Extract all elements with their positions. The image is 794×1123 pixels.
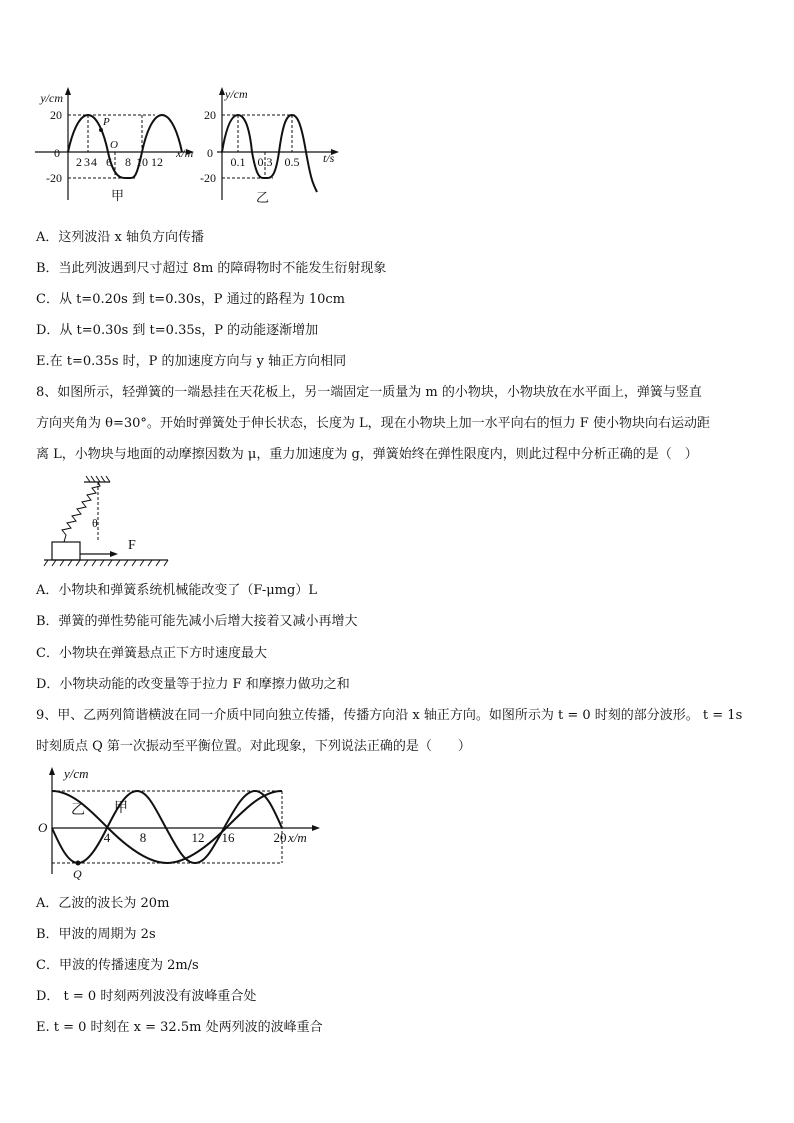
x-tick-label: 0.3 [257, 155, 273, 169]
q9-option-d: D． t = 0 时刻两列波没有波峰重合处 [36, 989, 257, 1004]
figure-caption-yi: 乙 [256, 190, 270, 205]
figure-jia-wave-graph [30, 82, 205, 210]
q9-option-c: C．甲波的传播速度为 2m/s [36, 958, 199, 973]
angle-theta: θ [92, 516, 98, 530]
ground-hatch [44, 560, 168, 566]
q8-option-a: A．小物块和弹簧系统机械能改变了（F-μmg）L [36, 583, 317, 598]
x-tick-label: 2 [76, 155, 82, 169]
x-tick-label: 10 [136, 155, 148, 169]
label-p: P [103, 116, 110, 128]
spring [62, 482, 100, 542]
q7-option-d: D．从 t=0.30s 到 t=0.35s，P 的动能逐渐增加 [36, 323, 319, 338]
q7-option-b: B．当此列波遇到尺寸超过 8m 的障碍物时不能发生衍射现象 [36, 261, 387, 276]
q8-option-c: C．小物块在弹簧悬点正下方时速度最大 [36, 646, 267, 661]
figure-yi-vibration-graph [195, 82, 355, 210]
x-tick-label: 12 [151, 155, 163, 169]
y-axis-label: y/cm [40, 91, 63, 105]
x-tick-label: 16 [221, 830, 235, 845]
wave-jia-curve [52, 791, 282, 863]
origin-label: 0 [54, 146, 60, 160]
x-tick-label: 8 [139, 830, 147, 845]
wave-yi-curve [52, 791, 282, 863]
x-axis-label: x/m [288, 830, 307, 845]
q9-stem-line-1: 9、甲、乙两列简谐横波在同一介质中同向独立传播，传播方向沿 x 轴正方向。如图所示为 t = 0 时刻的部分波形。 t = 1s [36, 708, 743, 723]
x-tick-label: 12 [191, 830, 205, 845]
q9-option-e: E. t = 0 时刻在 x = 32.5m 处两列波的波峰重合 [36, 1020, 323, 1035]
figure-caption-jia: 甲 [111, 188, 125, 203]
y-tick-top: 20 [204, 108, 216, 122]
y-axis-label: y/cm [225, 87, 248, 101]
figure-spring-block [40, 476, 180, 572]
q9-stem-line-2: 时刻质点 Q 第一次振动至平衡位置。对此现象，下列说法正确的是（ ） [36, 739, 471, 754]
origin-label: O [38, 820, 48, 835]
x-axis-label: x/m [176, 146, 194, 160]
x-axis-arrow [312, 825, 320, 831]
x-tick-label: 6 [106, 155, 112, 169]
q9-option-a: A．乙波的波长为 20m [36, 896, 170, 911]
block [52, 542, 80, 560]
origin-label: 0 [207, 146, 213, 160]
q9-option-b: B．甲波的周期为 2s [36, 927, 156, 942]
x-tick-label: 8 [125, 155, 131, 169]
point-q [76, 861, 81, 866]
q7-option-e: E.在 t=0.35s 时，P 的加速度方向与 y 轴正方向相同 [36, 354, 347, 369]
x-tick-label: 0.5 [284, 155, 300, 169]
q8-stem-line-1: 8、如图所示，轻弹簧的一端悬挂在天花板上，另一端固定一质量为 m 的小物块，小物块放在水平面上，弹簧与竖直 [36, 385, 702, 400]
x-tick-label: 3 [84, 155, 90, 169]
label-jia-wave: 甲 [114, 801, 128, 816]
q8-stem-line-2: 方向夹角为 θ=30°。开始时弹簧处于伸长状态，长度为 L，现在小物块上加一水平向右的恒力 F 使小物块向右运动距 [36, 416, 710, 431]
y-axis-arrow [65, 87, 71, 95]
y-tick-top: 20 [50, 108, 62, 122]
x-tick-label: 4 [103, 830, 111, 845]
label-yi-wave: 乙 [71, 803, 85, 818]
figure-q9-two-waves [30, 764, 330, 880]
point-p [99, 128, 103, 132]
label-o: O [110, 139, 118, 151]
q8-stem-line-3: 离 L，小物块与地面的动摩擦因数为 μ，重力加速度为 g，弹簧始终在弹性限度内，则此过程中分析正确的是（ ） [36, 447, 698, 462]
x-tick-label: 4 [91, 155, 97, 169]
q8-option-d: D．小物块动能的改变量等于拉力 F 和摩擦力做功之和 [36, 677, 350, 692]
y-tick-bottom: -20 [46, 171, 62, 185]
vibration-curve [222, 115, 317, 192]
force-label: F [128, 538, 136, 553]
y-tick-bottom: -20 [200, 171, 216, 185]
y-axis-arrow [49, 767, 55, 775]
force-arrow-head [110, 551, 118, 557]
x-tick-labels [76, 155, 163, 169]
x-tick-labels [104, 830, 287, 845]
q7-option-a: A．这列波沿 x 轴负方向传播 [36, 230, 204, 245]
q8-option-b: B．弹簧的弹性势能可能先减小后增大接着又减小再增大 [36, 614, 358, 629]
t-tick-labels [231, 155, 300, 169]
x-tick-label: 20 [273, 830, 287, 845]
x-tick-label: 0.1 [230, 155, 246, 169]
q7-option-c: C．从 t=0.20s 到 t=0.30s，P 通过的路程为 10cm [36, 292, 345, 307]
y-axis-label: y/cm [64, 766, 89, 781]
label-q: Q [73, 867, 82, 881]
t-axis-label: t/s [323, 151, 335, 165]
ceiling-hatch [86, 476, 110, 482]
